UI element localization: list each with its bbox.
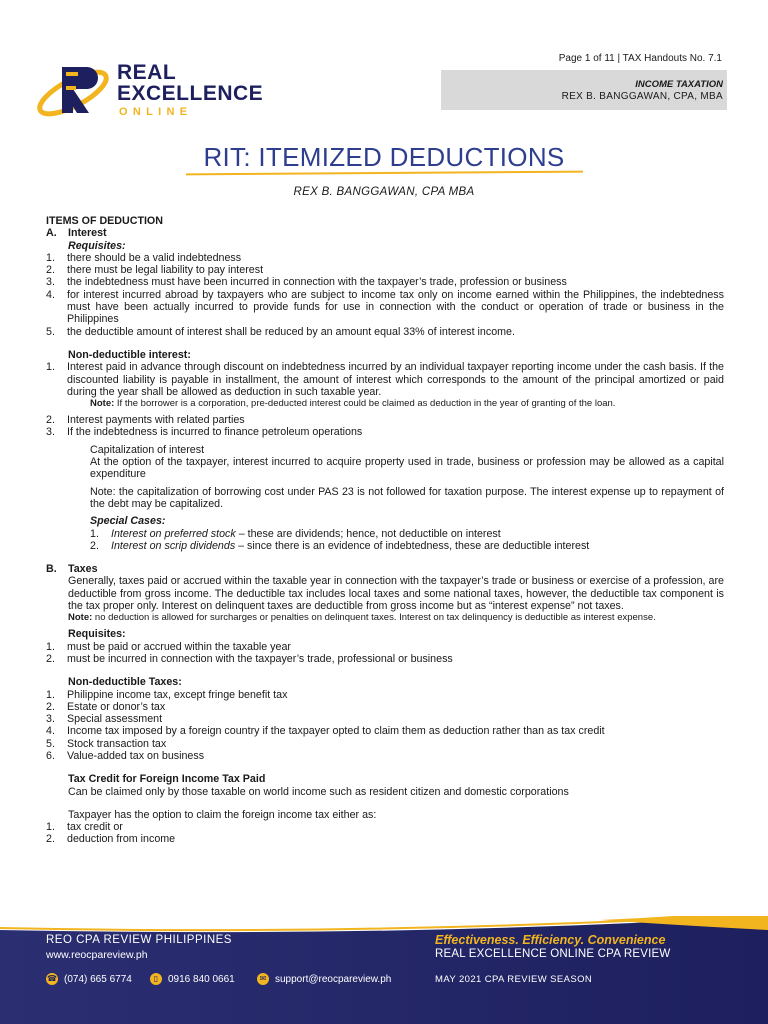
list-item: 3. If the indebtedness is incurred to finance petroleum operations (46, 426, 363, 439)
nondeductible-taxes-label: Non-deductible Taxes: (68, 676, 182, 689)
special-cases-label: Special Cases: (90, 515, 166, 528)
list-item: 2. Estate or donor’s tax (46, 700, 166, 713)
section-title: Interest (68, 227, 107, 240)
topic-label: INCOME TAXATION (635, 79, 723, 90)
email-icon: ✉ (257, 973, 269, 985)
phone-icon: ☎ (47, 974, 57, 983)
section-b-heading (46, 563, 724, 575)
list-item: 1. there should be a valid indebtedness (46, 251, 242, 264)
list-item: 3. Special assessment (46, 713, 163, 726)
taxes-requisites-label: Requisites: (68, 628, 126, 641)
list-item: 2. there must be legal liability to pay interest (46, 264, 264, 277)
tax-credit-text: Can be claimed only by those taxable on world income such as resident citizen and domestic corporations (68, 785, 569, 798)
footer-website[interactable]: www.reocpareview.ph (46, 949, 148, 961)
footer-season: MAY 2021 CPA REVIEW SEASON (435, 974, 593, 985)
page-footer (0, 916, 768, 1024)
capitalization-note: Note: the capitalization of borrowing cost under PAS 23 is not followed for taxation purpose. The interest expense up to repayment of the debt may be capitalized. (90, 485, 724, 510)
list-item: 1. must be paid or accrued within the taxable year (46, 640, 291, 653)
brand-name-line1: REAL (117, 61, 177, 84)
document-body (46, 215, 724, 846)
section-letter: B. (46, 563, 57, 576)
special-cases-list (46, 528, 724, 553)
topic-author: REX B. BANGGAWAN, CPA, MBA (561, 91, 723, 102)
footer-org2: REAL EXCELLENCE ONLINE CPA REVIEW (435, 948, 671, 960)
taxes-note: Note: no deduction is allowed for surcharges or penalties on delinquent taxes. Interest on tax delinquency is deductible as interest expense. (68, 612, 656, 624)
tax-credit-label: Tax Credit for Foreign Income Tax Paid (68, 773, 266, 786)
footer-org: REO CPA REVIEW PHILIPPINES (46, 934, 232, 946)
footer-email[interactable]: ✉ support@reocpareview.ph (257, 973, 391, 985)
capitalization-text: At the option of the taxpayer, interest incurred to acquire property used in trade, business or profession may be allowed as a capital expenditure (90, 456, 724, 481)
nondeductible-interest-list (46, 361, 724, 398)
list-item: 6. Value-added tax on business (46, 749, 205, 762)
list-item: 1. Interest on preferred stock – these are dividends; hence, not deductible on interest (90, 527, 501, 540)
footer-phone2: ▯ 0916 840 0661 (150, 973, 235, 985)
list-item: 5. Stock transaction tax (46, 737, 167, 750)
items-heading: ITEMS OF DEDUCTION (46, 215, 163, 227)
capitalization-title: Capitalization of interest (90, 443, 205, 456)
nondeductible-taxes-list (46, 689, 724, 763)
list-item: 1. Philippine income tax, except fringe benefit tax (46, 688, 288, 701)
brand-name-line2: EXCELLENCE (117, 82, 264, 105)
footer-phone1: ☎ (074) 665 6774 (47, 973, 132, 985)
interest-requisites-list (46, 252, 724, 338)
taxes-intro: Generally, taxes paid or accrued within the taxable year in connection with the taxpayer’s trade or business or exercise of a profession, are deductible from gross income. The deductible tax includes local taxes and some national taxes, however, the deductible tax component is the tax proper only. Interest on delinquent taxes are deductible from gross income but as “interest expense” not taxes. (68, 575, 724, 613)
tax-option-list (46, 821, 724, 846)
reo-logo (33, 55, 303, 125)
mobile-icon: ▯ (150, 973, 162, 985)
list-item: 4. for interest incurred abroad by taxpayers who are subject to income tax only on income earned within the Philippines, the indebtedness must have been actually incurred to provide funds for use in connection with the conduct or operation of trade or business in the Philippines (46, 288, 724, 326)
author-name: REX B. BANGGAWAN, CPA MBA (293, 186, 475, 198)
list-item: 2. deduction from income (46, 833, 176, 846)
reo-logo-icon (33, 55, 115, 125)
taxes-requisites-list (46, 641, 724, 666)
list-item: 4. Income tax imposed by a foreign country if the taxpayer opted to claim them as deduction rather than as tax credit (46, 725, 605, 738)
list-item: 1. tax credit or (46, 821, 123, 834)
list-item: 3. the indebtedness must have been incurred in connection with the taxpayer’s trade, profession or business (46, 276, 567, 289)
interest-note: Note: If the borrower is a corporation, pre-deducted interest could be claimed as deduction in the year of granting of the loan. (90, 398, 616, 410)
section-letter: A. (46, 227, 57, 240)
list-item: 2. must be incurred in connection with the taxpayer’s trade, professional or business (46, 652, 453, 665)
brand-name-line3: ONLINE (119, 106, 193, 118)
section-a-heading (46, 227, 724, 239)
list-item: 2. Interest payments with related parties (46, 414, 245, 427)
section-title: Taxes (68, 563, 98, 576)
page-info: Page 1 of 11 | TAX Handouts No. 7.1 (558, 53, 722, 64)
page-title: RIT: ITEMIZED DEDUCTIONS (203, 142, 565, 172)
nondeductible-interest-label: Non-deductible interest: (68, 348, 191, 361)
list-item: 5. the deductible amount of interest shall be reduced by an amount equal 33% of interest income. (46, 325, 515, 338)
tax-option-text: Taxpayer has the option to claim the foreign income tax either as: (68, 808, 377, 821)
requisites-label: Requisites: (68, 239, 126, 252)
list-item: 1. Interest paid in advance through discount on indebtedness incurred by an individual taxpayer reporting income under the cash basis. If the discounted liability is payable in installment, the amount of interest which corresponds to the amount of the principal amortized or paid during the year shall be allowed as deduction in such taxable year. (46, 361, 724, 398)
topic-box (441, 70, 727, 110)
list-item: 2. Interest on scrip dividends – since there is an evidence of indebtedness, these are deductible interest (90, 539, 590, 552)
footer-tagline: Effectiveness. Efficiency. Convenience (435, 933, 666, 947)
